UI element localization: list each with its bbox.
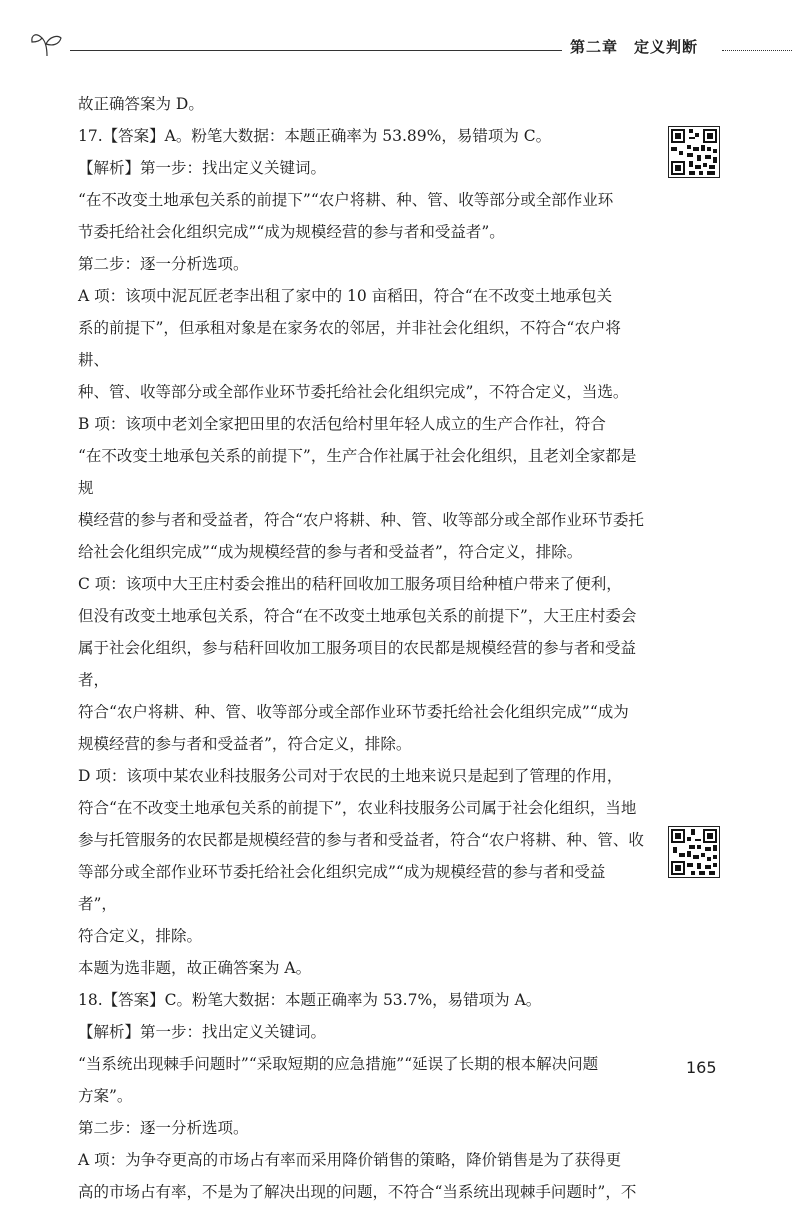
header-rule <box>70 50 562 51</box>
text-line: 【解析】第一步：找出定义关键词。 <box>78 1023 327 1041</box>
text-line: 但没有改变土地承包关系，符合“在不改变土地承包关系的前提下”，大王庄村委会 <box>78 607 637 625</box>
qr-code-icon[interactable] <box>668 826 720 878</box>
text-line: 符合“农户将耕、种、管、收等部分或全部作业环节委托给社会化组织完成”“成为 <box>78 703 629 721</box>
text-line: “在不改变土地承包关系的前提下”“农户将耕、种、管、收等部分或全部作业环 <box>78 191 614 209</box>
text-line: “在不改变土地承包关系的前提下”，生产合作社属于社会化组织，且老刘全家都是规 <box>78 447 637 497</box>
text-line: 种、管、收等部分或全部作业环节委托给社会化组织完成”，不符合定义，当选。 <box>78 383 629 401</box>
text-line: A 项：该项中泥瓦匠老李出租了家中的 10 亩稻田，符合“在不改变土地承包关 <box>78 287 613 305</box>
text-line: 17.【答案】A。粉笔大数据：本题正确率为 53.89%，易错项为 C。 <box>78 127 552 145</box>
text-line: 符合定义，排除。 <box>78 927 203 945</box>
text-line: 第二步：逐一分析选项。 <box>78 1119 249 1137</box>
text-line: 给社会化组织完成”“成为规模经营的参与者和受益者”，符合定义，排除。 <box>78 543 583 561</box>
text-line: 等部分或全部作业环节委托给社会化组织完成”“成为规模经营的参与者和受益者”， <box>78 863 606 913</box>
sprout-leaf-icon <box>30 30 64 58</box>
answer-explanation-text <box>78 88 644 1208</box>
text-line: 节委托给社会化组织完成”“成为规模经营的参与者和受益者”。 <box>78 223 505 241</box>
chapter-title: 第二章 定义判断 <box>570 38 699 56</box>
text-line: 18.【答案】C。粉笔大数据：本题正确率为 53.7%，易错项为 A。 <box>78 991 542 1009</box>
text-line: “当系统出现棘手问题时”“采取短期的应急措施”“延误了长期的根本解决问题 <box>78 1055 599 1073</box>
text-line: 符合“在不改变土地承包关系的前提下”，农业科技服务公司属于社会化组织，当地 <box>78 799 637 817</box>
text-line: 系的前提下”，但承租对象是在家务农的邻居，并非社会化组织，不符合“农户将耕、 <box>78 319 621 369</box>
page-header <box>30 28 792 64</box>
text-line: D 项：该项中某农业科技服务公司对于农民的土地来说只是起到了管理的作用， <box>78 767 623 785</box>
text-line: 第二步：逐一分析选项。 <box>78 255 249 273</box>
text-line: 参与托管服务的农民都是规模经营的参与者和受益者，符合“农户将耕、种、管、收 <box>78 831 644 849</box>
text-line: 模经营的参与者和受益者，符合“农户将耕、种、管、收等部分或全部作业环节委托 <box>78 511 644 529</box>
text-line: C 项：该项中大王庄村委会推出的秸秆回收加工服务项目给种植户带来了便利， <box>78 575 622 593</box>
text-line: 规模经营的参与者和受益者”，符合定义，排除。 <box>78 735 412 753</box>
text-line: 高的市场占有率，不是为了解决出现的问题，不符合“当系统出现棘手问题时”，不 <box>78 1183 637 1201</box>
text-line: B 项：该项中老刘全家把田里的农活包给村里年轻人成立的生产合作社，符合 <box>78 415 606 433</box>
qr-code-icon[interactable] <box>668 126 720 178</box>
text-line: 属于社会化组织，参与秸秆回收加工服务项目的农民都是规模经营的参与者和受益者， <box>78 639 637 689</box>
text-line: 故正确答案为 D。 <box>78 95 204 113</box>
text-line: 【解析】第一步：找出定义关键词。 <box>78 159 327 177</box>
page-number: 165 <box>686 1058 717 1077</box>
text-line: 本题为选非题，故正确答案为 A。 <box>78 959 312 977</box>
text-line: A 项：为争夺更高的市场占有率而采用降价销售的策略，降价销售是为了获得更 <box>78 1151 622 1169</box>
header-dotted-rule <box>722 50 792 51</box>
text-line: 方案”。 <box>78 1087 133 1105</box>
